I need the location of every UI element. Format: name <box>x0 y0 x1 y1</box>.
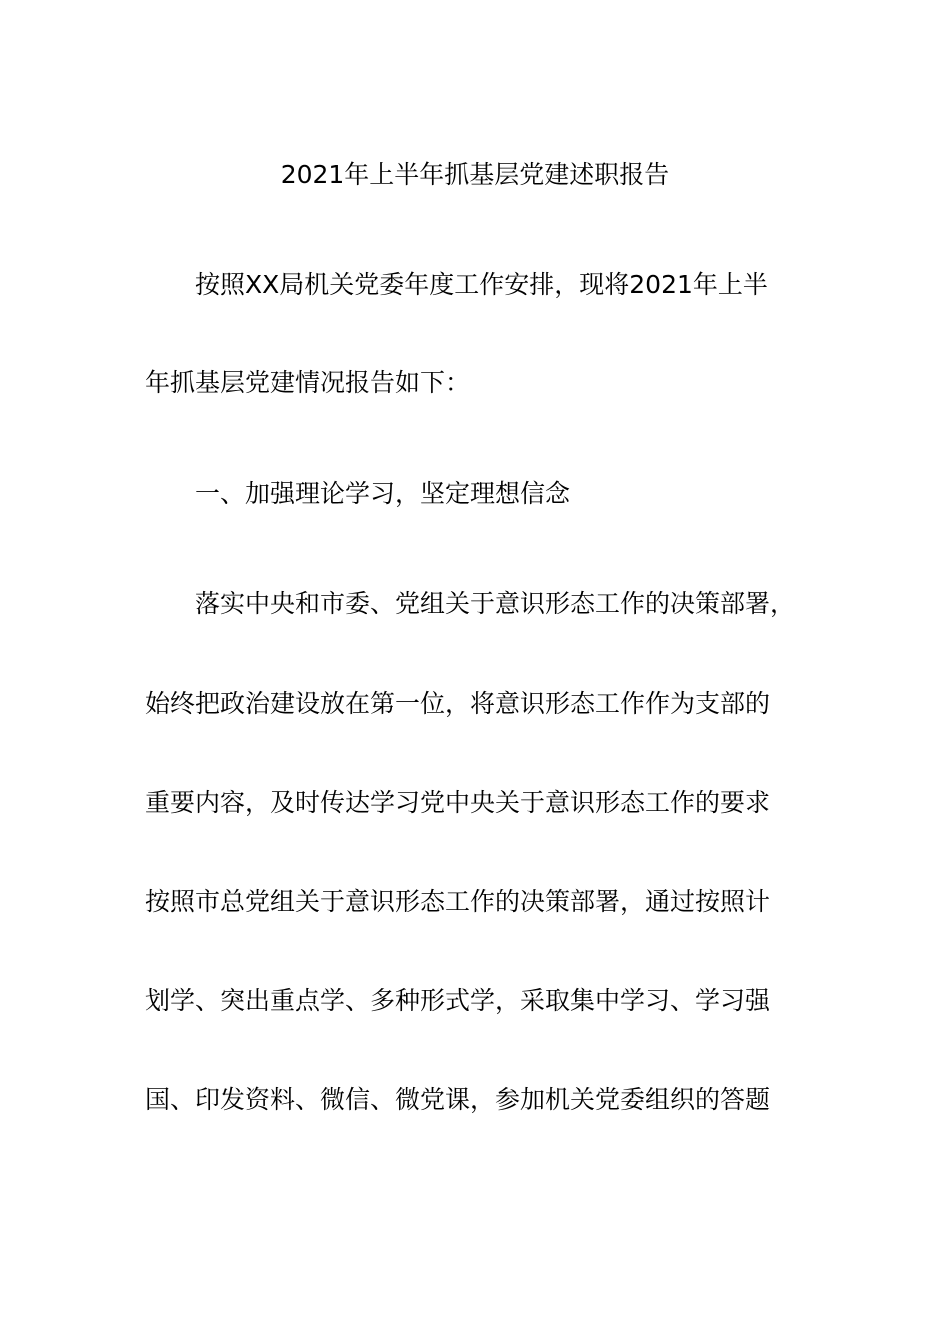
body-line-1: 落实中央和市委、党组关于意识形态工作的决策部署， <box>195 589 796 618</box>
body-line-4: 按照市总党组关于意识形态工作的决策部署，通过按照计 <box>145 887 771 916</box>
intro-line-2: 年抓基层党建情况报告如下： <box>145 368 471 397</box>
body-line-2: 始终把政治建设放在第一位，将意识形态工作作为支部的 <box>145 689 771 718</box>
document-title: 2021年上半年抓基层党建述职报告 <box>280 160 670 189</box>
body-line-3: 重要内容，及时传达学习党中央关于意识形态工作的要求 <box>145 788 771 817</box>
body-line-5: 划学、突出重点学、多种形式学，采取集中学习、学习强 <box>145 986 771 1015</box>
section-heading: 一、加强理论学习，坚定理想信念 <box>195 479 571 508</box>
intro-line-1: 按照XX局机关党委年度工作安排，现将2021年上半 <box>195 270 768 299</box>
body-line-6: 国、印发资料、微信、微党课，参加机关党委组织的答题 <box>145 1085 771 1114</box>
